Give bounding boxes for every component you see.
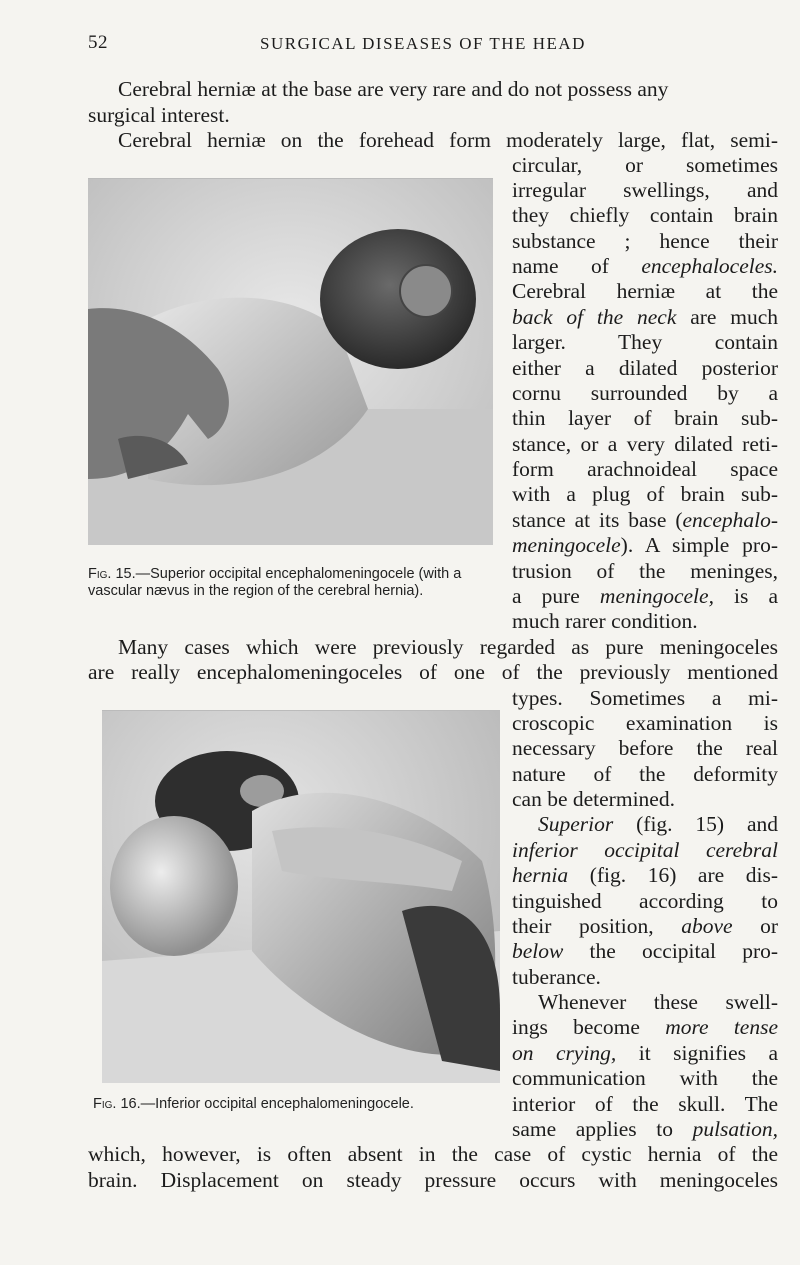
body-line: Cerebral herniæ at the (512, 279, 778, 303)
body-line: tuberance. (512, 965, 601, 989)
body-line: interior of the skull. The (512, 1092, 778, 1116)
body-line: below the occipital pro- (512, 939, 779, 963)
body-line: ings become more tense (512, 1015, 778, 1039)
running-head: SURGICAL DISEASES OF THE HEAD (260, 34, 586, 53)
body-line: meningocele). A simple pro- (512, 533, 778, 557)
body-line: cornu surrounded by a (512, 381, 778, 405)
body-line: hernia (fig. 16) are dis- (512, 863, 779, 887)
body-line: Superior (fig. 15) and (538, 812, 778, 836)
body-line: same applies to pulsation, (512, 1117, 778, 1141)
body-line: thin layer of brain sub- (512, 406, 778, 430)
body-line: a pure meningocele, is a (512, 584, 779, 608)
body-line: Whenever these swell- (538, 990, 778, 1014)
figure-16-label: Fig. 16. (93, 1096, 141, 1112)
body-line: types. Sometimes a mi- (512, 686, 778, 710)
figure-15-photograph (88, 178, 493, 545)
page-header (88, 32, 768, 56)
body-line: can be determined. (512, 787, 675, 811)
body-line: back of the neck are much (512, 305, 779, 329)
body-line: Many cases which were previously regarded as pure meningoceles (118, 635, 778, 659)
body-line: inferior occipital cerebral (512, 838, 778, 862)
figure-16-image (102, 711, 500, 1083)
body-line: they chiefly contain brain (512, 203, 778, 227)
body-line: stance, or a very dilated reti- (512, 432, 778, 456)
body-line: either a dilated posterior (512, 356, 778, 380)
body-line: their position, above or (512, 914, 779, 938)
figure-15-caption-text: —Superior occipital encephalomeningocele (with a vascular nævus in the region of the cerebral hernia). (88, 566, 462, 599)
body-line: name of encephaloceles. (512, 254, 779, 278)
body-line: larger. They contain (512, 330, 778, 354)
body-line: brain. Displacement on steady pressure occurs with meningoceles (88, 1168, 778, 1192)
body-line: form arachnoideal space (512, 457, 778, 481)
figure-15-image (88, 179, 493, 545)
figure-16-caption (93, 1096, 503, 1113)
body-line: tinguished according to (512, 889, 778, 913)
page-number: 52 (88, 32, 108, 53)
body-line: much rarer condition. (512, 609, 698, 633)
body-line: surgical interest. (88, 103, 230, 127)
body-line: stance at its base (encephalo- (512, 508, 778, 532)
figure-16-caption-text: —Inferior occipital encephalomeningocele. (140, 1096, 414, 1112)
body-line: substance ; hence their (512, 229, 778, 253)
body-line: Cerebral herniæ on the forehead form moderately large, flat, semi- (118, 128, 778, 152)
body-line: circular, or sometimes (512, 153, 778, 177)
body-line: communication with the (512, 1066, 778, 1090)
body-line: on crying, it signifies a (512, 1041, 778, 1065)
body-line: which, however, is often absent in the case of cystic hernia of the (88, 1142, 778, 1166)
figure-15-caption (88, 566, 500, 600)
body-line: nature of the deformity (512, 762, 778, 786)
figure-15-label: Fig. 15. (88, 566, 136, 582)
body-line: are really encephalomeningoceles of one of the previously mentioned (88, 660, 778, 684)
body-line: Cerebral herniæ at the base are very rare and do not possess any (118, 77, 669, 101)
figure-16-photograph (102, 710, 500, 1083)
body-line: irregular swellings, and (512, 178, 778, 202)
body-line: trusion of the meninges, (512, 559, 778, 583)
body-line: with a plug of brain sub- (512, 482, 778, 506)
body-line: necessary before the real (512, 736, 778, 760)
body-line: croscopic examination is (512, 711, 778, 735)
